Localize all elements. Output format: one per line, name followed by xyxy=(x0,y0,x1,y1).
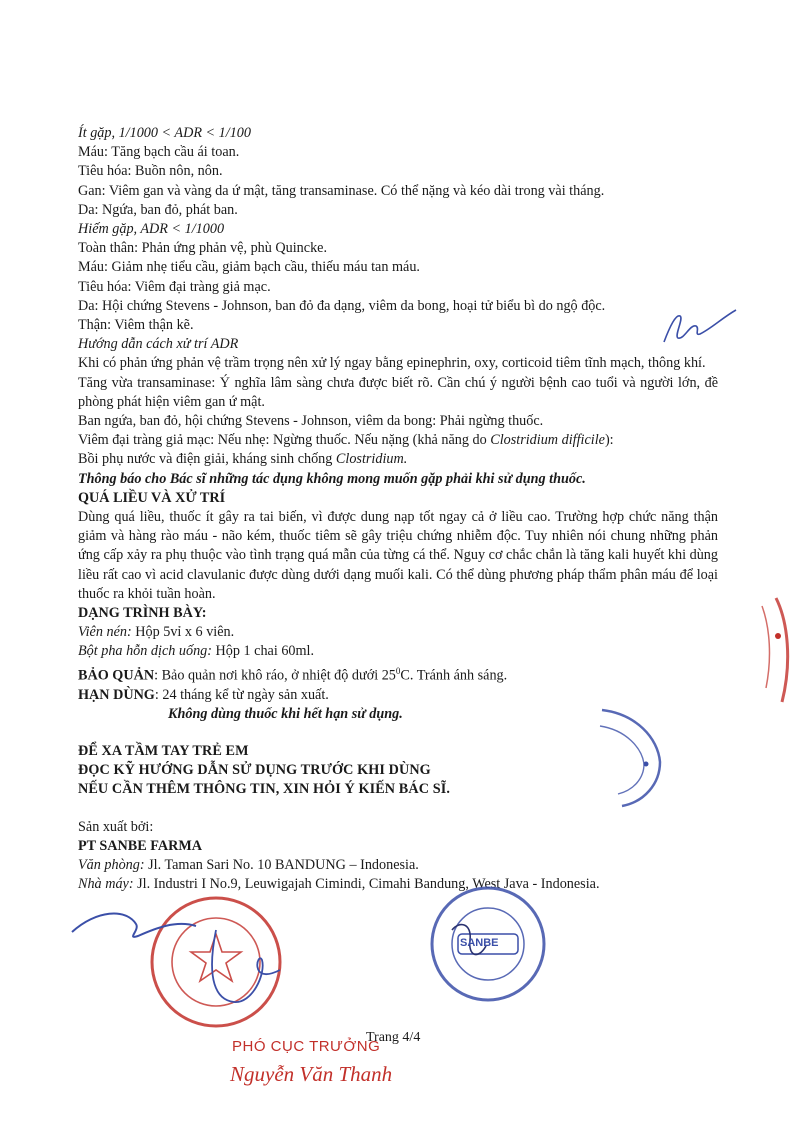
text-segment: ): xyxy=(604,432,614,449)
signatory-title: PHÓ CỤC TRƯỞNG xyxy=(232,1038,381,1055)
warning-line: NẾU CẦN THÊM THÔNG TIN, XIN HỎI Ý KIẾN BÁC SĨ. xyxy=(78,781,450,798)
text-segment: Clostridium difficile xyxy=(490,432,605,449)
partial-seal-icon xyxy=(716,592,800,712)
partial-company-seal-icon xyxy=(588,704,668,808)
text-segment: 0 xyxy=(395,665,401,676)
text-line: Máu: Tăng bạch cầu ái toan. xyxy=(78,144,240,161)
paragraph: Khi có phản ứng phản vệ trầm trọng nên xử lý ngay bằng epinephrin, oxy, corticoid tiêm tĩnh mạch, thông khí. xyxy=(78,355,706,372)
text-segment: Văn phòng: xyxy=(78,857,145,874)
text-line: Da: Hội chứng Stevens - Johnson, ban đỏ đa dạng, viêm da bong, hoại tử biểu bì do ngộ độc. xyxy=(78,297,606,314)
paragraph: Tăng vừa transaminase: Ý nghĩa lâm sàng chưa được biết rõ. Cần chú ý người bệnh cao tuổi và người lớn, đề phòng phát hiện viêm gan ứ mật. xyxy=(78,374,718,410)
text-line: Tiêu hóa: Viêm đại tràng giả mạc. xyxy=(78,278,271,295)
signatory-name: Nguyễn Văn Thanh xyxy=(230,1062,393,1086)
paragraph-overdose: Dùng quá liều, thuốc ít gây ra tai biến, vì được dung nạp tốt ngay cả ở liều cao. Trường hợp chức năng thận giảm và hàng rào máu - não kém, thuốc tiêm sẽ gây triệu chứng nhiễm độc. Tuy nhiên nói chung những phản ứng cấp xảy ra phụ thuộc vào tình trạng quá mẫn của từng cá thể. Nguy cơ chắc chắn là tăng kali huyết khi dùng liều rất cao vì acid clavulanic được dùng dưới dạng muối kali. Có thể dùng phương pháp thẩm phân máu để loại thuốc ra khỏi tuần hoàn. xyxy=(78,509,718,602)
manufacturer-name: PT SANBE FARMA xyxy=(78,837,203,854)
text-line: Thận: Viêm thận kẽ. xyxy=(78,317,194,334)
text-segment: Viên nén: xyxy=(78,624,132,641)
text-line: Tiêu hóa: Buồn nôn, nôn. xyxy=(78,163,223,180)
text-line xyxy=(78,662,718,686)
initials-signature-icon xyxy=(660,306,740,348)
section-heading-overdose: QUÁ LIỀU VÀ XỬ TRÍ xyxy=(78,489,226,506)
text-line xyxy=(78,642,718,661)
text-segment: Nhà máy: xyxy=(78,876,134,893)
warning-line: ĐỂ XA TẦM TAY TRẺ EM xyxy=(78,743,249,760)
heading-adr-guide: Hướng dẫn cách xử trí ADR xyxy=(78,336,239,353)
text-segment: Hộp 1 chai 60ml. xyxy=(211,643,315,660)
text-line: Toàn thân: Phản ứng phản vệ, phù Quincke. xyxy=(78,240,328,257)
text-segment: Viêm đại tràng giả mạc: Nếu nhẹ: Ngừng thuốc. Nếu nặng (khả năng do xyxy=(78,432,491,449)
expiry-warning: Không dùng thuốc khi hết hạn sử dụng. xyxy=(168,705,403,722)
text-segment: Jl. Industri I No.9, Leuwigajah Cimindi, Cimahi Bandung, West Java - Indonesia. xyxy=(133,876,600,893)
text-line: Sản xuất bởi: xyxy=(78,818,154,835)
text-segment: Hộp 5vỉ x 6 viên. xyxy=(131,624,235,641)
text-segment: C. Tránh ánh sáng. xyxy=(400,667,508,684)
text-segment: : Bảo quản nơi khô ráo, ở nhiệt độ dưới 25 xyxy=(154,667,396,684)
text-segment: Jl. Taman Sari No. 10 BANDUNG – Indonesia. xyxy=(144,857,419,874)
text-line: Gan: Viêm gan và vàng da ứ mật, tăng transaminase. Có thể nặng và kéo dài trong vài tháng. xyxy=(78,182,605,199)
notice-line: Thông báo cho Bác sĩ những tác dụng không mong muốn gặp phải khi sử dụng thuốc. xyxy=(78,470,586,487)
text-line xyxy=(78,431,718,450)
text-segment: BẢO QUẢN xyxy=(78,667,155,684)
text-line: Ban ngứa, ban đỏ, hội chứng Stevens - Johnson, viêm da bong: Phải ngừng thuốc. xyxy=(78,413,544,430)
section-heading-presentation: DẠNG TRÌNH BÀY: xyxy=(78,605,207,622)
company-seal-label: SANBE xyxy=(460,937,499,949)
text-line xyxy=(78,450,718,469)
text-line: Máu: Giảm nhẹ tiểu cầu, giảm bạch cầu, thiếu máu tan máu. xyxy=(78,259,420,276)
text-segment: : 24 tháng kể từ ngày sản xuất. xyxy=(154,686,329,703)
text-segment: Bồi phụ nước và điện giải, kháng sinh chống xyxy=(78,451,336,468)
text-segment: Bột pha hỗn dịch uống: xyxy=(78,643,212,660)
page-number: Trang 4/4 xyxy=(366,1030,421,1045)
text-segment: HẠN DÙNG xyxy=(78,686,155,703)
text-line xyxy=(78,623,718,642)
text-line: Da: Ngứa, ban đỏ, phát ban. xyxy=(78,201,238,218)
heading-rare: Hiếm gặp, ADR < 1/1000 xyxy=(78,221,225,238)
text-segment: Clostridium. xyxy=(335,451,408,468)
official-seal-icon xyxy=(66,890,366,1040)
text-line xyxy=(78,686,718,705)
warning-line: ĐỌC KỸ HƯỚNG DẪN SỬ DỤNG TRƯỚC KHI DÙNG xyxy=(78,762,431,779)
heading-uncommon: Ít gặp, 1/1000 < ADR < 1/100 xyxy=(78,125,251,141)
text-line xyxy=(78,856,718,875)
